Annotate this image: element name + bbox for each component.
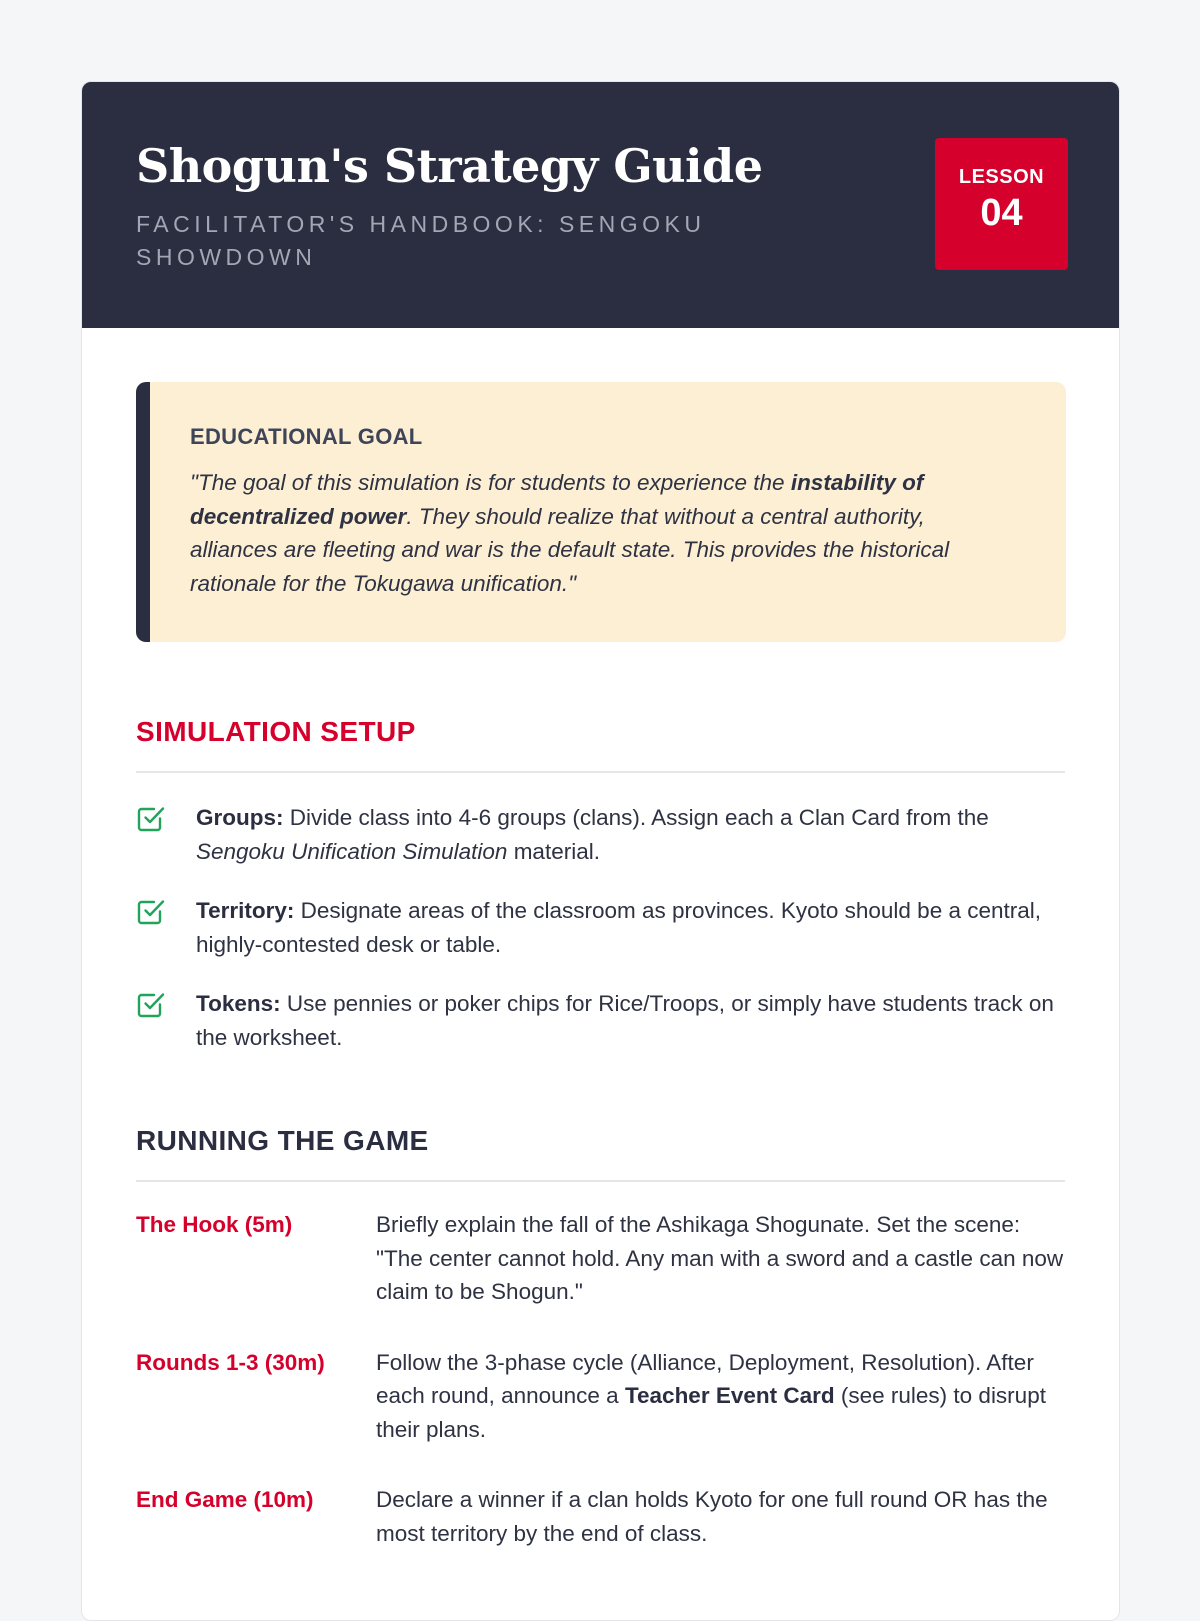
- setup-item-description: Designate areas of the classroom as provinces. Kyoto should be a central, highly-contested desk or table.: [196, 898, 1042, 957]
- checkbox-checked-icon: [136, 989, 166, 1019]
- setup-item-territory: [136, 894, 1065, 961]
- step-label: Rounds 1-3 (30m): [136, 1349, 325, 1375]
- setup-checklist: [136, 801, 1065, 1054]
- step-description-start: Follow the 3-phase cycle (Alliance, Deployment, Resolution). After each round, announce a: [376, 1349, 1034, 1408]
- goal-heading: EDUCATIONAL GOAL: [190, 424, 423, 449]
- checkbox-checked-icon: [136, 803, 166, 833]
- page-title: Shogun's Strategy Guide: [136, 139, 763, 193]
- goal-quote-end: . They should realize that without a central authority, alliances are fleeting and war is the default state. This provides the historical rationale for the Tokugawa unification.": [190, 503, 950, 596]
- material-title: Sengoku Unification Simulation: [196, 838, 508, 864]
- setup-item-groups: [136, 801, 1065, 868]
- setup-item-description: Use pennies or poker chips for Rice/Troops, or simply have students track on the worksheet.: [196, 991, 1054, 1050]
- step-description: Declare a winner if a clan holds Kyoto for one full round OR has the most territory by the end of class.: [376, 1487, 1048, 1546]
- lesson-badge: [935, 138, 1068, 270]
- teacher-event-card-term: Teacher Event Card: [624, 1383, 835, 1408]
- educational-goal-callout: [136, 382, 1066, 642]
- setup-item-description-end: material.: [507, 838, 600, 864]
- setup-item-text: [196, 987, 1065, 1054]
- goal-quote-emphasis: instability of decentralized power: [190, 470, 924, 529]
- step-description: Briefly explain the fall of the Ashikaga Shogunate. Set the scene: "The center cannot hold. Any man with a sword and a castle can now claim to be Shogun.": [376, 1212, 1064, 1304]
- page-header: [82, 82, 1119, 328]
- step-label: End Game (10m): [136, 1487, 314, 1512]
- lesson-badge-number: 04: [980, 192, 1023, 234]
- lesson-badge-label: LESSON: [958, 166, 1045, 188]
- main-content: [82, 328, 1119, 1550]
- setup-item-label: Tokens:: [196, 991, 281, 1016]
- step-label: The Hook (5m): [136, 1212, 293, 1237]
- game-steps: [136, 1208, 1065, 1550]
- setup-item-label: Territory:: [196, 898, 295, 923]
- goal-quote: [190, 466, 1016, 600]
- step-row-hook: [136, 1208, 1065, 1309]
- goal-quote-start: "The goal of this simulation is for students to experience the: [190, 470, 791, 495]
- checkbox-checked-icon: [136, 896, 166, 926]
- running-the-game-heading: RUNNING THE GAME: [136, 1124, 1065, 1182]
- step-description-end: (see rules) to disrupt their plans.: [376, 1383, 1046, 1442]
- step-description: [376, 1346, 1065, 1447]
- step-row-rounds: [136, 1346, 1065, 1447]
- setup-item-text: [196, 894, 1065, 961]
- page-subtitle: FACILITATOR'S HANDBOOK: SENGOKU SHOWDOWN: [136, 211, 706, 270]
- setup-item-text: [196, 801, 1065, 868]
- simulation-setup-heading: SIMULATION SETUP: [136, 715, 1065, 773]
- setup-item-label: Groups:: [196, 805, 284, 830]
- step-row-end-game: [136, 1483, 1065, 1550]
- setup-item-description: Divide class into 4-6 groups (clans). Assign each a Clan Card from the: [283, 805, 989, 830]
- setup-item-tokens: [136, 987, 1065, 1054]
- handbook-card: [81, 81, 1120, 1621]
